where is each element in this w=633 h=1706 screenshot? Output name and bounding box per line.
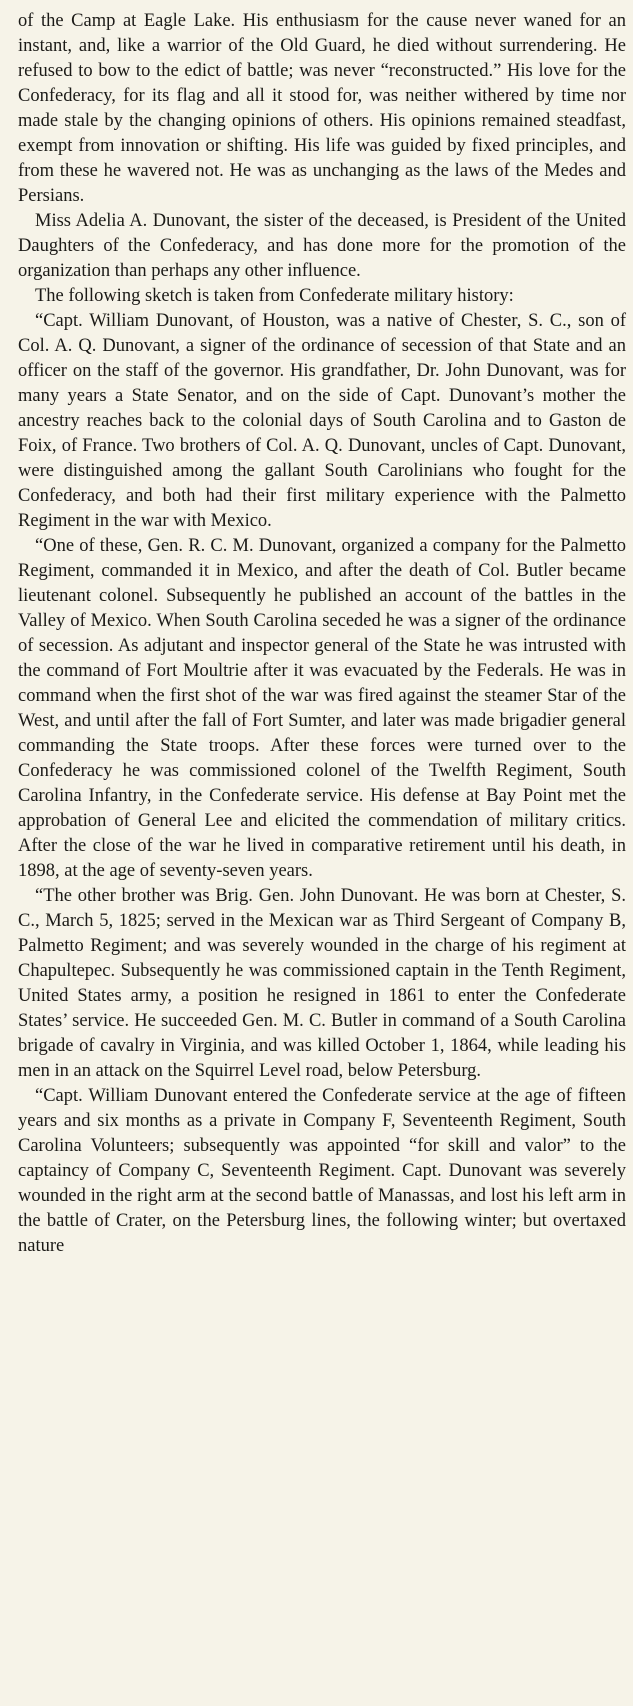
text-column — [18, 9, 626, 1259]
paragraph-5: “One of these, Gen. R. C. M. Dunovant, organized a company for the Palmetto Regiment, commanded it in Mexico, and after the death of Col. Butler became lieutenant colonel. Subsequently he published an account of the battles in the Valley of Mexico. When South Carolina seceded he was a signer of the ordinance of secession. As adjutant and inspector general of the State he was intrusted with the command of Fort Moultrie after it was evacuated by the Federals. He was in command when the first shot of the war was fired against the steamer Star of the West, and until after the fall of Fort Sumter, and later was made brigadier general commanding the State troops. After these forces were turned over to the Confederacy he was commissioned colonel of the Twelfth Regiment, South Carolina Infantry, in the Confederate service. His defense at Bay Point met the approbation of General Lee and elicited the commendation of military critics. After the close of the war he lived in comparative retirement until his death, in 1898, at the age of seventy-seven years. — [18, 536, 626, 881]
paragraph-4: “Capt. William Dunovant, of Houston, was a native of Chester, S. C., son of Col. A. Q. Dunovant, a signer of the ordinance of secession of that State and an officer on the staff of the governor. His grandfather, Dr. John Dunovant, was for many years a State Senator, and on the side of Capt. Dunovant’s mother the ancestry reaches back to the colonial days of South Carolina and to Gaston de Foix, of France. Two brothers of Col. A. Q. Dunovant, uncles of Capt. Dunovant, were distinguished among the gallant South Carolinians who fought for the Confederacy, and both had their first military experience with the Palmetto Regiment in the war with Mexico. — [18, 311, 626, 531]
paragraph-1: of the Camp at Eagle Lake. His enthusiasm for the cause never waned for an instant, and, like a warrior of the Old Guard, he died without surrendering. He refused to bow to the edict of battle; was never “reconstructed.” His love for the Confederacy, for its flag and all it stood for, was neither withered by time nor made stale by the changing opinions of others. His opinions remained steadfast, exempt from innovation or shifting. His life was guided by fixed principles, and from these he wavered not. He was as unchanging as the laws of the Medes and Persians. — [18, 11, 626, 206]
paragraph-6: “The other brother was Brig. Gen. John Dunovant. He was born at Chester, S. C., March 5, 1825; served in the Mexican war as Third Sergeant of Company B, Palmetto Regiment; and was severely wounded in the charge of his regiment at Chapultepec. Subsequently he was commissioned captain in the Tenth Regiment, United States army, a position he resigned in 1861 to enter the Confederate States’ service. He succeeded Gen. M. C. Butler in command of a South Carolina brigade of cavalry in Virginia, and was killed October 1, 1864, while leading his men in an attack on the Squirrel Level road, below Petersburg. — [18, 886, 626, 1081]
paragraph-7: “Capt. William Dunovant entered the Confederate service at the age of fifteen years and six months as a private in Company F, Seventeenth Regiment, South Carolina Volunteers; subsequently was appointed “for skill and valor” to the captaincy of Company C, Seventeenth Regiment. Capt. Dunovant was severely wounded in the right arm at the second battle of Manassas, and lost his left arm in the battle of Crater, on the Petersburg lines, the following winter; but overtaxed nature — [18, 1086, 626, 1256]
paragraph-2: Miss Adelia A. Dunovant, the sister of the deceased, is President of the United Daughters of the Confederacy, and has done more for the promotion of the organization than perhaps any other influence. — [18, 211, 626, 281]
paragraph-3: The following sketch is taken from Confederate military history: — [35, 286, 514, 306]
